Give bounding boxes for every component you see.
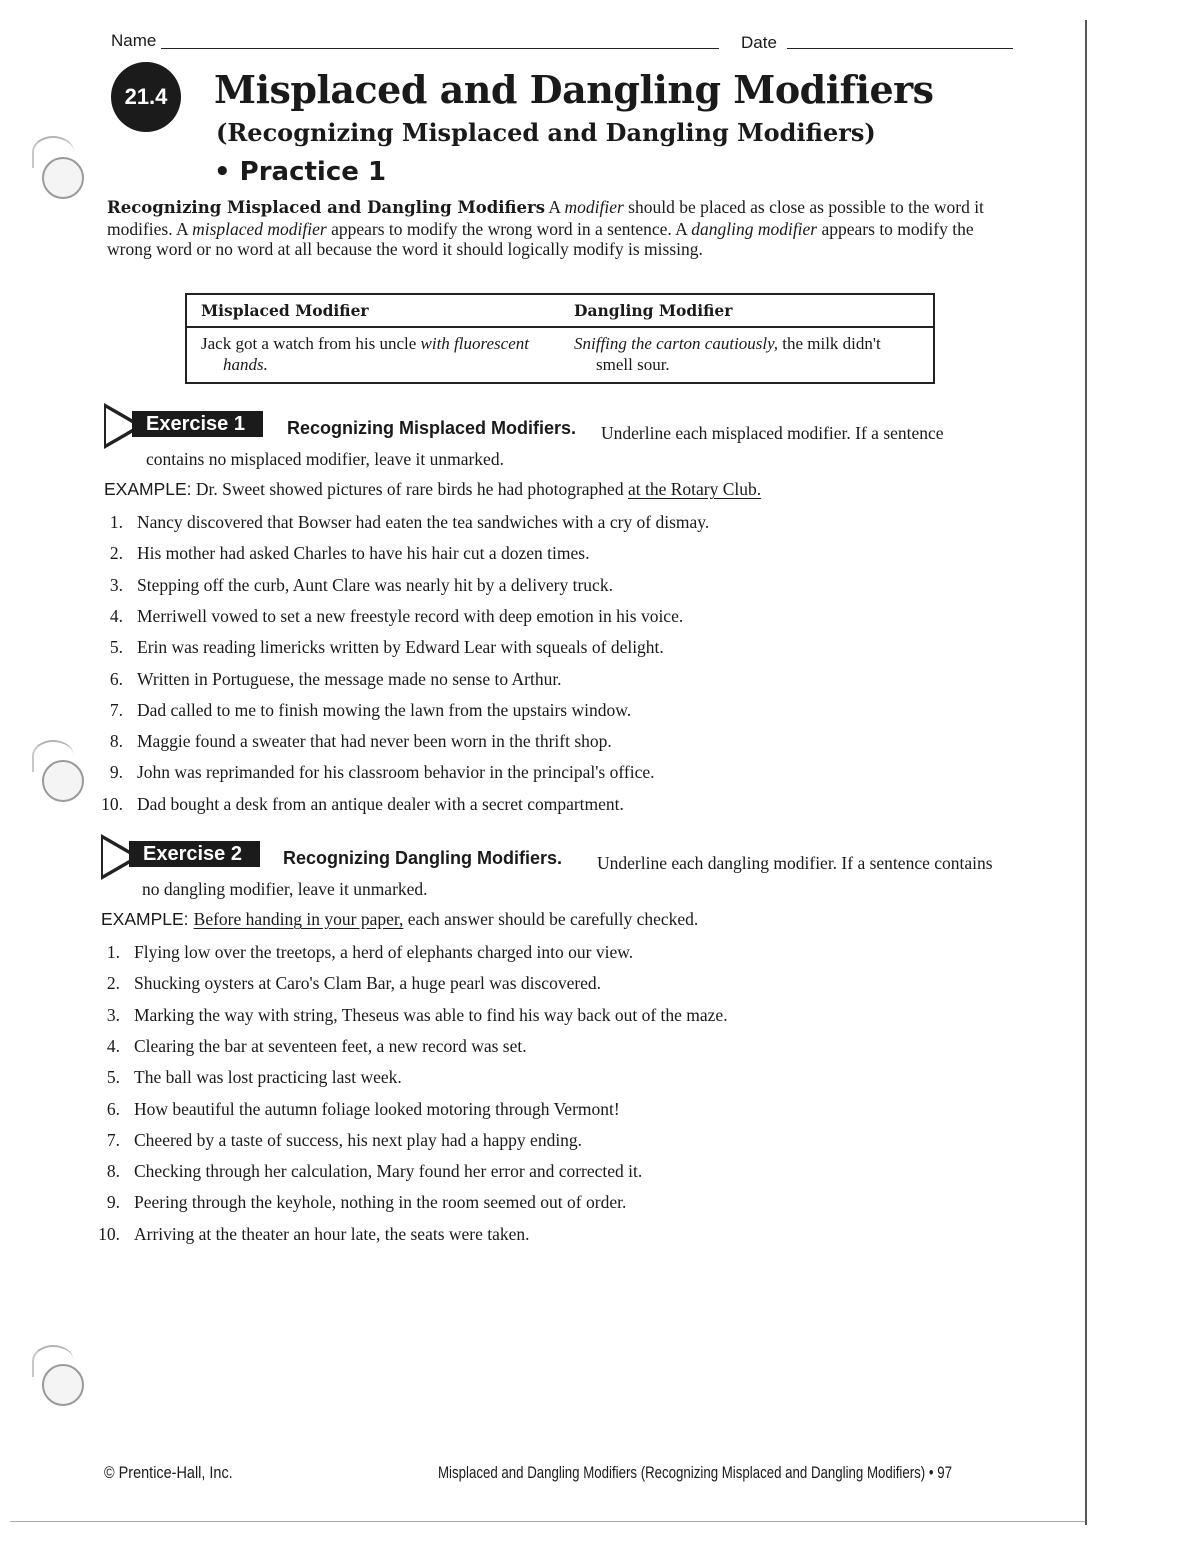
exercise-2-item: [90, 973, 601, 994]
exercise-2-item-sentence[interactable]: Arriving at the theater an hour late, the seats were taken.: [134, 1223, 530, 1244]
exercise-1-item-sentence[interactable]: Stepping off the curb, Aunt Clare was nearly hit by a delivery truck.: [137, 574, 613, 595]
exercise-2-item: [90, 1067, 402, 1088]
date-label: Date: [741, 33, 777, 52]
exercise-2-item: [90, 1005, 728, 1026]
exercise-1-example-label: EXAMPLE:: [104, 479, 192, 499]
exercise-2-item: [90, 1099, 620, 1120]
misplaced-example-modifier: with fluorescent hands.: [223, 334, 529, 374]
exercise-1-item-sentence[interactable]: Merriwell vowed to set a new freestyle record with deep emotion in his voice.: [137, 605, 684, 626]
exercise-1-item: [93, 637, 664, 658]
exercise-1-example-underlined: at the Rotary Club.: [627, 479, 762, 499]
exercise-1-item-sentence[interactable]: Maggie found a sweater that had never been worn in the thrift shop.: [137, 731, 612, 752]
punch-hole-middle: [42, 760, 84, 802]
exercise-2-item-sentence[interactable]: The ball was lost practicing last week.: [134, 1067, 402, 1088]
exercise-1-item: [93, 575, 613, 596]
exercise-2-item-sentence[interactable]: How beautiful the autumn foliage looked motoring through Vermont!: [134, 1098, 620, 1119]
intro-term-modifier: modifier: [564, 197, 624, 217]
section-number-badge: 21.4: [111, 62, 181, 132]
exercise-2-item-number: 1.: [106, 942, 120, 962]
exercise-1-item-sentence[interactable]: Dad called to me to finish mowing the lawn from the upstairs window.: [137, 699, 632, 720]
exercise-1-item-number: 1.: [109, 512, 123, 532]
exercise-1-heading: Recognizing Misplaced Modifiers.: [287, 418, 577, 438]
exercise-2-item-sentence[interactable]: Marking the way with string, Theseus was able to find his way back out of the maze.: [134, 1004, 728, 1025]
exercise-1-item-number: 7.: [109, 699, 123, 720]
intro-text-1: A: [545, 197, 565, 217]
exercise-2-item-sentence[interactable]: Cheered by a taste of success, his next play had a happy ending.: [134, 1129, 583, 1150]
table-cell-dangling: [560, 327, 934, 383]
footer-copyright: © Prentice-Hall, Inc.: [104, 1463, 233, 1482]
dangling-example-modifier: Sniffing the carton cautiously,: [574, 334, 778, 353]
exercise-2-item-number: 3.: [106, 1004, 120, 1025]
exercise-2-heading: Recognizing Dangling Modifiers.: [283, 848, 562, 868]
name-label: Name: [111, 31, 157, 50]
modifier-example-table: [185, 293, 935, 384]
exercise-2-item-sentence[interactable]: Shucking oysters at Caro's Clam Bar, a huge pearl was discovered.: [134, 973, 602, 994]
exercise-2-example-underlined: Before handing in your paper,: [193, 909, 404, 929]
date-field-line[interactable]: [787, 48, 1013, 49]
intro-text-4: appears to modify the wrong word or no word at all because the word it should logically modify is missing.: [107, 218, 974, 259]
intro-term-misplaced: misplaced modifier: [192, 218, 327, 239]
exercise-1-example-text: Dr. Sweet showed pictures of rare birds he had photographed: [191, 479, 628, 499]
exercise-2-item-number: 8.: [106, 1161, 120, 1182]
exercise-2-example: [101, 909, 698, 930]
exercise-2-item-number: 2.: [106, 973, 120, 994]
exercise-1-item-sentence[interactable]: John was reprimanded for his classroom behavior in the principal's office.: [137, 762, 655, 783]
exercise-2-item: [90, 942, 633, 963]
exercise-1-item-sentence[interactable]: His mother had asked Charles to have his hair cut a dozen times.: [137, 543, 590, 564]
exercise-2-example-label: EXAMPLE:: [101, 909, 189, 929]
intro-lead: Recognizing Misplaced and Dangling Modifiers: [107, 198, 545, 217]
exercise-2-item-sentence[interactable]: Peering through the keyhole, nothing in the room seemed out of order.: [134, 1192, 627, 1213]
exercise-2-item-number: 5.: [106, 1067, 120, 1088]
dangling-example-text: the milk didn't smell sour.: [596, 334, 881, 374]
exercise-1-item-number: 4.: [109, 605, 123, 626]
exercise-2-instructions: Underline each dangling modifier. If a sentence contains no dangling modifier, leave it unmarked.: [142, 853, 993, 899]
exercise-1-item-sentence[interactable]: Dad bought a desk from an antique dealer with a secret compartment.: [137, 793, 624, 814]
punch-hole-top: [42, 157, 84, 199]
exercise-2-label: Exercise 2: [129, 841, 260, 867]
intro-text-3: appears to modify the wrong word in a sentence. A: [326, 218, 692, 239]
page-subtitle: (Recognizing Misplaced and Dangling Modifiers): [216, 118, 876, 147]
exercise-1-item-number: 8.: [109, 731, 123, 752]
exercise-2-example-text: each answer should be carefully checked.: [403, 909, 699, 929]
exercise-2-item-number: 4.: [106, 1035, 120, 1056]
intro-term-dangling: dangling modifier: [691, 218, 818, 239]
punch-hole-bottom: [42, 1364, 84, 1406]
name-field-line[interactable]: [161, 48, 719, 49]
exercise-2-item-sentence[interactable]: Flying low over the treetops, a herd of elephants charged into our view.: [134, 942, 634, 962]
exercise-1-item-number: 2.: [109, 543, 123, 564]
exercise-2-item-number: 10.: [98, 1223, 120, 1244]
exercise-1-item: [93, 512, 709, 533]
exercise-1-item-number: 3.: [109, 574, 123, 595]
exercise-2-item: [90, 1130, 582, 1151]
exercise-1-item: [93, 731, 612, 752]
exercise-1-item: [93, 606, 683, 627]
exercise-1-item-number: 9.: [109, 762, 123, 783]
table-header-misplaced: Misplaced Modifier: [186, 294, 560, 327]
exercise-1-item: [93, 794, 624, 815]
exercise-2-item-number: 7.: [106, 1129, 120, 1150]
page-title: Misplaced and Dangling Modifiers: [214, 67, 934, 112]
page-edge-line: [1085, 20, 1087, 1525]
exercise-1-item-number: 10.: [101, 793, 123, 814]
exercise-2-item-sentence[interactable]: Clearing the bar at seventeen feet, a new record was set.: [134, 1035, 527, 1056]
exercise-2-item: [90, 1192, 626, 1213]
exercise-1-item: [93, 669, 562, 690]
intro-paragraph: [107, 197, 997, 260]
exercise-1-item-number: 5.: [109, 637, 123, 658]
exercise-1-example: [104, 479, 761, 500]
exercise-1-item: [93, 700, 631, 721]
table-header-dangling: Dangling Modifier: [560, 294, 934, 327]
exercise-1-item: [93, 762, 654, 783]
exercise-1-item-sentence[interactable]: Written in Portuguese, the message made no sense to Arthur.: [137, 668, 562, 689]
exercise-2-item-sentence[interactable]: Checking through her calculation, Mary found her error and corrected it.: [134, 1161, 643, 1182]
table-cell-misplaced: [186, 327, 560, 383]
footer-page-caption: Misplaced and Dangling Modifiers (Recognizing Misplaced and Dangling Modifiers) • 97: [438, 1463, 952, 1482]
exercise-2-item-number: 9.: [106, 1192, 120, 1213]
exercise-1-instructions: Underline each misplaced modifier. If a sentence contains no misplaced modifier, leave it unmarked.: [146, 423, 944, 469]
exercise-2-item: [90, 1224, 530, 1245]
exercise-2-item: [90, 1036, 527, 1057]
exercise-1-label: Exercise 1: [132, 411, 263, 437]
exercise-2-item: [90, 1161, 642, 1182]
exercise-2-item-number: 6.: [106, 1098, 120, 1119]
exercise-1-item-sentence[interactable]: Erin was reading limericks written by Edward Lear with squeals of delight.: [137, 637, 664, 658]
practice-heading: • Practice 1: [214, 157, 387, 187]
bottom-scan-line: [10, 1521, 1085, 1522]
intro-text-2: should be placed as close as possible to the word it modifies. A: [107, 197, 984, 239]
exercise-1-item-number: 6.: [109, 668, 123, 689]
misplaced-example-text: Jack got a watch from his uncle: [201, 334, 421, 353]
exercise-1-item-sentence[interactable]: Nancy discovered that Bowser had eaten the tea sandwiches with a cry of dismay.: [137, 512, 710, 532]
exercise-1-item: [93, 543, 589, 564]
